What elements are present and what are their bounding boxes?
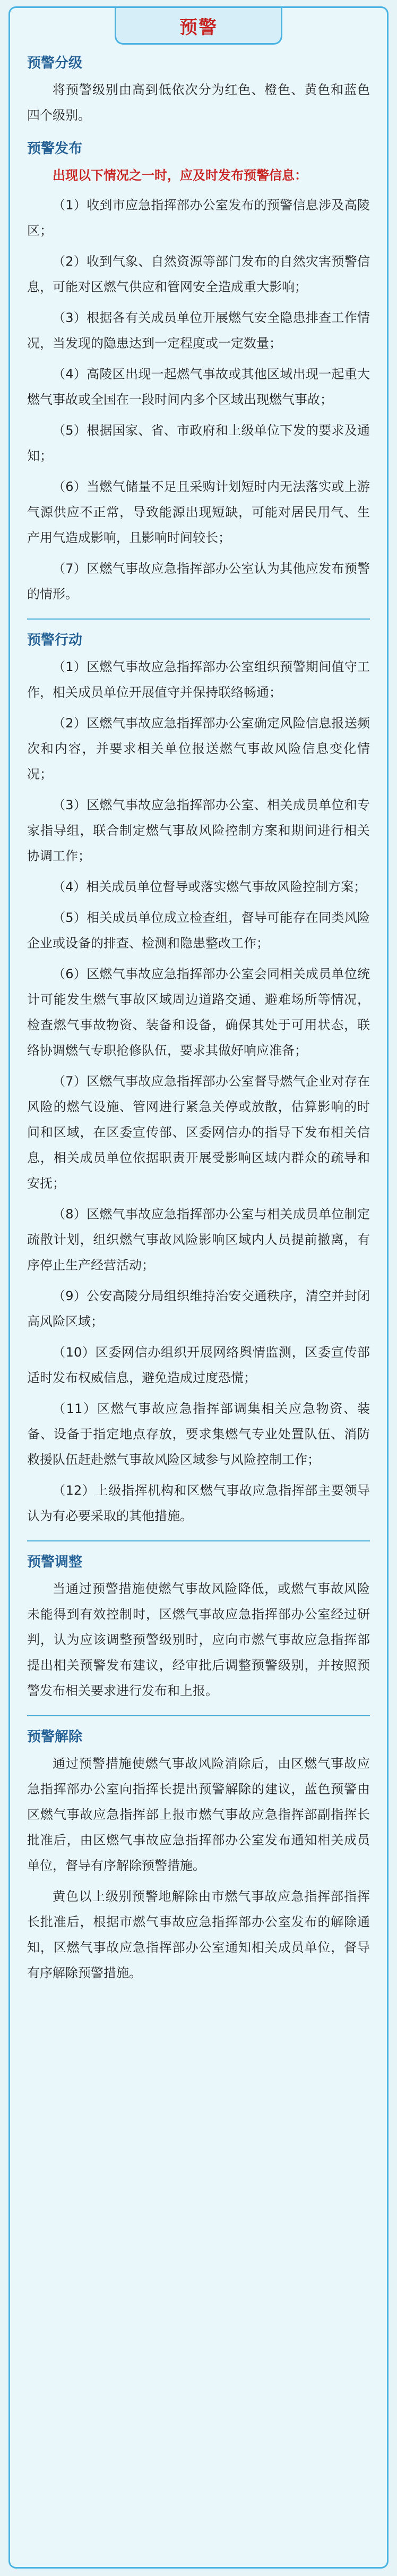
- action-item: （2）区燃气事故应急指挥部办公室确定风险信息报送频次和内容，并要求相关单位报送燃气事故风险信息变化情况；: [27, 716, 370, 782]
- section-heading-release: 预警解除: [27, 1729, 83, 1745]
- plan-card: [8, 6, 389, 2569]
- action-item: （12）上级指挥机构和区燃气事故应急指挥部主要领导认为有必要采取的其他措施。: [27, 1483, 370, 1523]
- action-item: （9）公安高陵分局组织维持治安交通秩序，清空并封闭高风险区域；: [27, 1289, 370, 1329]
- grading-text: 将预警级别由高到低依次分为红色、橙色、黄色和蓝色四个级别。: [27, 82, 370, 123]
- section-heading-issue: 预警发布: [27, 141, 83, 157]
- section-heading-adjust: 预警调整: [27, 1554, 83, 1570]
- issue-item: （2）收到气象、自然资源等部门发布的自然灾害预警信息，可能对区燃气供应和管网安全造成重大影响；: [27, 254, 370, 294]
- section-heading-grading: 预警分级: [27, 55, 83, 71]
- action-item: （5）相关成员单位成立检查组，督导可能存在同类风险企业或设备的排查、检测和隐患整改工作；: [27, 910, 370, 951]
- issue-item: （4）高陵区出现一起燃气事故或其他区域出现一起重大燃气事故或全国在一段时间内多个区域出现燃气事故；: [27, 367, 370, 407]
- action-item: （10）区委网信办组织开展网络舆情监测，区委宣传部适时发布权威信息，避免造成过度恐慌；: [27, 1345, 370, 1385]
- issue-item: （6）当燃气储量不足且采购计划短时内无法落实或上游气源供应不正常，导致能源出现短缺，可能对居民用气、生产用气造成影响，且影响时间较长；: [27, 479, 370, 545]
- action-item: （6）区燃气事故应急指挥部办公室会同相关成员单位统计可能发生燃气事故区域周边道路交通、避难场所等情况，检查燃气事故物资、装备和设备，确保其处于可用状态，联络协调燃气专职抢修队伍，要求其做好响应准备；: [27, 967, 370, 1058]
- action-item: （3）区燃气事故应急指挥部办公室、相关成员单位和专家指导组，联合制定燃气事故风险控制方案和期间进行相关协调工作；: [27, 798, 370, 863]
- page-title: 预警: [179, 16, 218, 38]
- action-item: （7）区燃气事故应急指挥部办公室督导燃气企业对存在风险的燃气设施、管网进行紧急关停或放散，估算影响的时间和区域，在区委宣传部、区委网信办的指导下发布相关信息，相关成员单位依据职责开展受影响区域内群众的疏导和安抚；: [27, 1074, 370, 1191]
- issue-item: （7）区燃气事故应急指挥部办公室认为其他应发布预警的情形。: [27, 561, 370, 601]
- section-divider: [27, 1715, 370, 1716]
- release-paragraph: 通过预警措施使燃气事故风险消除后，由区燃气事故应急指挥部办公室向指挥长提出预警解除的建议，蓝色预警由区燃气事故应急指挥部上报市燃气事故应急指挥部副指挥长批准后，由区燃气事故应急指挥部办公室发布通知相关成员单位，督导有序解除预警措施。: [27, 1756, 370, 1873]
- issue-intro: 出现以下情况之一时，应及时发布预警信息：: [53, 168, 307, 183]
- section-heading-action: 预警行动: [27, 632, 83, 648]
- section-divider: [27, 618, 370, 620]
- action-item: （11）区燃气事故应急指挥部调集相关应急物资、装备、设备于指定地点存放，要求集燃气专业处置队伍、消防救援队伍赶赴燃气事故风险区域参与风险控制工作；: [27, 1401, 370, 1467]
- action-item: （8）区燃气事故应急指挥部办公室与相关成员单位制定疏散计划，组织燃气事故风险影响区域内人员提前撤离，有序停止生产经营活动；: [27, 1207, 370, 1273]
- issue-item: （1）收到市应急指挥部办公室发布的预警信息涉及高陵区；: [27, 198, 370, 238]
- adjust-text: 当通过预警措施使燃气事故风险降低，或燃气事故风险未能得到有效控制时，区燃气事故应急指挥部办公室经过研判，认为应该调整预警级别时，应向市燃气事故应急指挥部提出相关预警发布建议，经审批后调整预警级别，并按照预警发布相关要求进行发布和上报。: [27, 1581, 370, 1698]
- action-item: （4）相关成员单位督导或落实燃气事故风险控制方案；: [53, 879, 367, 894]
- issue-item: （5）根据国家、省、市政府和上级单位下发的要求及通知；: [27, 423, 370, 463]
- release-paragraph: 黄色以上级别预警地解除由市燃气事故应急指挥部指挥长批准后，根据市燃气事故应急指挥部办公室发布的解除通知，区燃气事故应急指挥部办公室通知相关成员单位，督导有序解除预警措施。: [27, 1889, 370, 1980]
- issue-item: （3）根据各有关成员单位开展燃气安全隐患排查工作情况，当发现的隐患达到一定程度或一定数量；: [27, 310, 370, 351]
- title-tab: [115, 8, 282, 45]
- section-divider: [27, 1540, 370, 1541]
- action-item: （1）区燃气事故应急指挥部办公室组织预警期间值守工作，相关成员单位开展值守并保持联络畅通；: [27, 659, 370, 700]
